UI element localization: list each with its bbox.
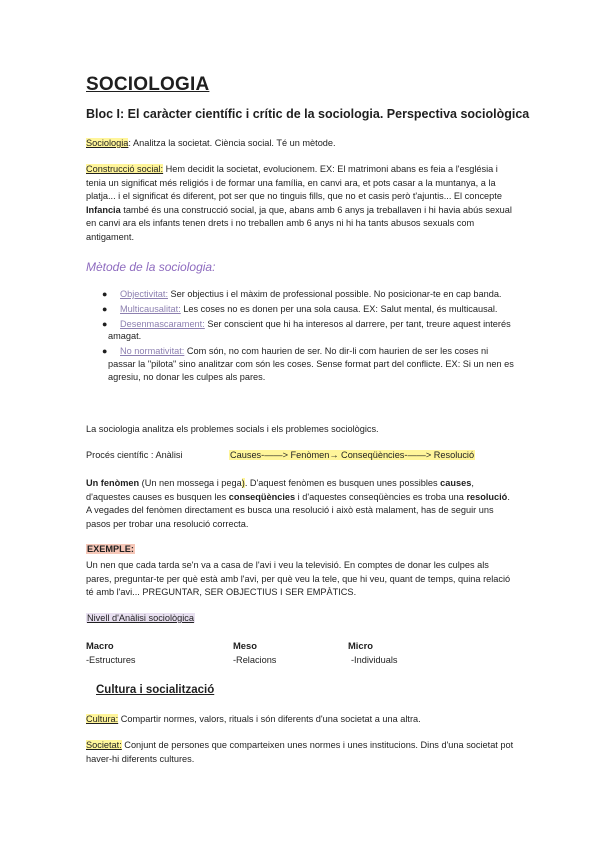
infancia-term: Infancia xyxy=(86,204,121,215)
sociologia-text: : Analitza la societat. Ciència social. Té un mètode. xyxy=(128,138,336,148)
fenomen-text: i d'aquestes conseqüències es troba una xyxy=(295,491,467,502)
cultura-definition xyxy=(86,713,516,727)
fenomen-term: Un fenòmen xyxy=(86,478,140,488)
list-item-text: Com són, no com haurien de ser. No dir-li com haurien de ser les coses ni passar la "pilota" sino analitzar com són les coses. Sense format part del conflicte. EX: Si un nen es agresiu, no donar les culpes als pares. xyxy=(108,346,514,382)
metode-list xyxy=(86,288,518,386)
level-macro-head: Macro xyxy=(86,640,114,651)
no-normativitat-link[interactable]: No normativitat: xyxy=(120,346,185,357)
level-meso-value: -Relacions xyxy=(233,655,277,665)
bullet-icon: ● xyxy=(102,289,108,299)
construccio-text-2: també és una construcció social, ja que, abans amb 6 anys ja treballaven i hi havia abús sexual en canvi ara els infants tenen drets i no treballen amb 6 anys ni hi ha tants abusos sexuals com antigament. xyxy=(86,204,512,242)
analitza-paragraph: La sociologia analitza els problemes socials i els problemes sociològics. xyxy=(86,424,379,434)
societat-term: Societat: xyxy=(86,740,122,750)
societat-text: Conjunt de persones que comparteixen unes normes i unes institucions. Dins d'una societat pot haver-hi diferents cultures. xyxy=(86,740,514,764)
nivell-heading: Nivell d'Anàlisi sociològica xyxy=(87,613,194,623)
causes-term: causes xyxy=(440,478,472,488)
resolucio-term: resolució xyxy=(466,491,508,502)
objectivitat-link[interactable]: Objectivitat: xyxy=(120,289,168,299)
list-item-text: Ser conscient que hi ha interesos al darrere, per tant, treure aquest interés amagat. xyxy=(108,318,511,342)
sociologia-term: Sociologia xyxy=(86,138,129,148)
fenomen-text: . D'aquest fenòmen es busquen unes possibles xyxy=(244,478,441,488)
exemple-paragraph: Un nen que cada tarda se'n va a casa de l'avi i veu la televisió. En comptes de donar les culpes als pares, preguntar-te per què està amb l'avi, per què veu la tele, que hi veu, quant de temps, quina relació té amb l'avi... PREGUNTAR, SER OBJECTIUS I SER EMPÀTICS. xyxy=(86,560,511,598)
list-item xyxy=(86,318,518,344)
level-micro-head: Micro xyxy=(348,640,374,651)
bullet-icon: ● xyxy=(102,346,108,357)
fenomen-text: . A vegades del fenòmen directament es busca una resolució i això està malament, has de seguir uns pasos per trobar una resolució correcta. xyxy=(86,491,510,529)
societat-definition xyxy=(86,739,516,766)
list-item-text: Ser objectius i el màxim de professional possible. No posicionar-te en cap banda. xyxy=(168,289,502,299)
list-item xyxy=(86,288,518,301)
list-item-text: Les coses no es donen per una sola causa. EX: Salut mental, és multicausal. xyxy=(180,303,498,314)
construccio-term: Construcció social: xyxy=(86,164,164,174)
cultura-text: Compartir normes, valors, rituals i són diferents d'una societat a una altra. xyxy=(118,714,421,724)
cultura-term: Cultura: xyxy=(86,714,119,724)
consequencies-term: conseqüències xyxy=(228,491,296,502)
proces-label: Procés científic : Anàlisi xyxy=(86,450,183,460)
exemple-heading: EXEMPLE: xyxy=(87,544,134,554)
document-title: SOCIOLOGIA xyxy=(86,74,210,95)
construccio-definition xyxy=(86,163,516,245)
proces-flow: Causes-——> Fenòmen→ Conseqüències-——> Resolució xyxy=(230,450,475,460)
sociologia-definition xyxy=(86,137,516,151)
bloc-heading: Bloc I: El caràcter científic i crític de la sociologia. Perspectiva sociològica xyxy=(86,107,530,121)
bullet-icon: ● xyxy=(102,303,108,314)
desenmascarament-link[interactable]: Desenmascarament: xyxy=(120,318,205,329)
level-meso-head: Meso xyxy=(233,640,257,651)
cultura-heading: Cultura i socialització xyxy=(96,684,215,696)
construccio-text-1: Hem decidit la societat, evolucionem. EX: El matrimoni abans es feia a l'església i tenia un significat més religiós i de formar una família, en canvi ara, et pots casar a la muntanya, a la platja... i el significat és diferent, pot ser que no tinguis fills, que no et casis però t'ajuntis... El concepte xyxy=(86,164,502,202)
fenomen-paragraph xyxy=(86,477,516,531)
list-item xyxy=(86,303,518,316)
list-item xyxy=(86,345,518,383)
level-micro-value: -Individuals xyxy=(351,655,398,665)
fenomen-text: (Un nen mossega i pega xyxy=(139,478,242,488)
metode-heading: Mètode de la sociologia: xyxy=(86,260,216,274)
level-macro-value: -Estructures xyxy=(86,655,136,665)
fenomen-text: , d'aquestes causes es busquen les xyxy=(86,478,474,502)
fenomen-highlight: ) xyxy=(241,478,245,488)
bullet-icon: ● xyxy=(102,318,108,329)
multicausalitat-link[interactable]: Multicausalitat: xyxy=(120,303,181,314)
